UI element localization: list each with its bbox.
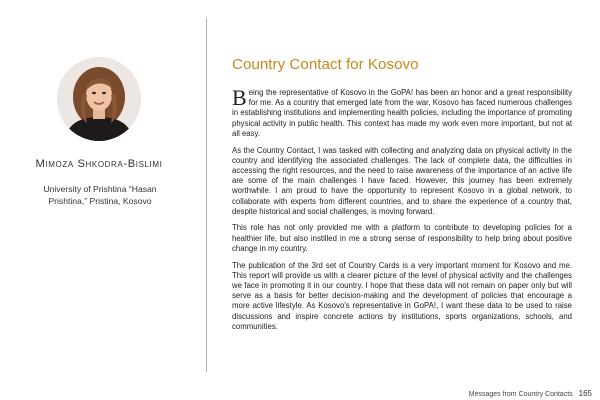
column-divider bbox=[206, 18, 207, 372]
article-body bbox=[232, 85, 572, 338]
page-number: 165 bbox=[578, 389, 592, 398]
paragraph-1 bbox=[232, 85, 572, 139]
page-footer bbox=[469, 389, 592, 398]
footer-section-label: Messages from Country Contacts bbox=[468, 391, 573, 398]
portrait-image bbox=[57, 57, 141, 141]
paragraph-1-text: eing the representative of Kosovo in the GoPA! has been an honor and a great responsibility for me. As a country that emerged late from the war, Kosovo has faced numerous challenges in establishing institutions and implementing health policies, including the importance of promoting physical activity in public health. This context has made my work even more important, but not at all easy. bbox=[232, 88, 572, 138]
paragraph-4: The publication of the 3rd set of Country Cards is a very important moment for Kosovo and me. This report will provide us with a clearer picture of the level of physical activity and the challenges we face in promoting it in our country. I hope that these data will not remain on paper only but will serve as a basis for better decision-making and the development of policies that encourage a more active lifestyle. As Kosovo's representative in GoPA!, I want these data to be used to raise discussions and inspire concrete actions by institutions, sports organizations, schools, and communities. bbox=[232, 260, 572, 331]
page-title: Country Contact for Kosovo bbox=[232, 56, 419, 73]
portrait-photo bbox=[57, 57, 141, 141]
person-affiliation: University of Prishtina “Hasan Prishtina,” Pristina, Kosovo bbox=[43, 184, 157, 206]
paragraph-3: This role has not only provided me with a platform to contribute to developing policies for a healthier life, but also instilled in me a strong sense of responsibility to help bring about positive change in my country. bbox=[232, 223, 572, 253]
paragraph-2: As the Country Contact, I was tasked with collecting and analyzing data on physical activity in the country and identifying the associated challenges. The lack of complete data, the difficulties in accessing the right resources, and the need to raise awareness of the importance of an active life are some of the main challenges I have faced. However, this journey has been extremely worthwhile. I am proud to have the opportunity to represent Kosovo in a global network, to collaborate with experts from different countries, and to share the experience of a country that, despite historical and social challenges, is moving forward. bbox=[232, 145, 572, 216]
person-name: Mimoza Shkodra-Bislimi bbox=[35, 158, 163, 170]
drop-cap: B bbox=[232, 85, 247, 110]
